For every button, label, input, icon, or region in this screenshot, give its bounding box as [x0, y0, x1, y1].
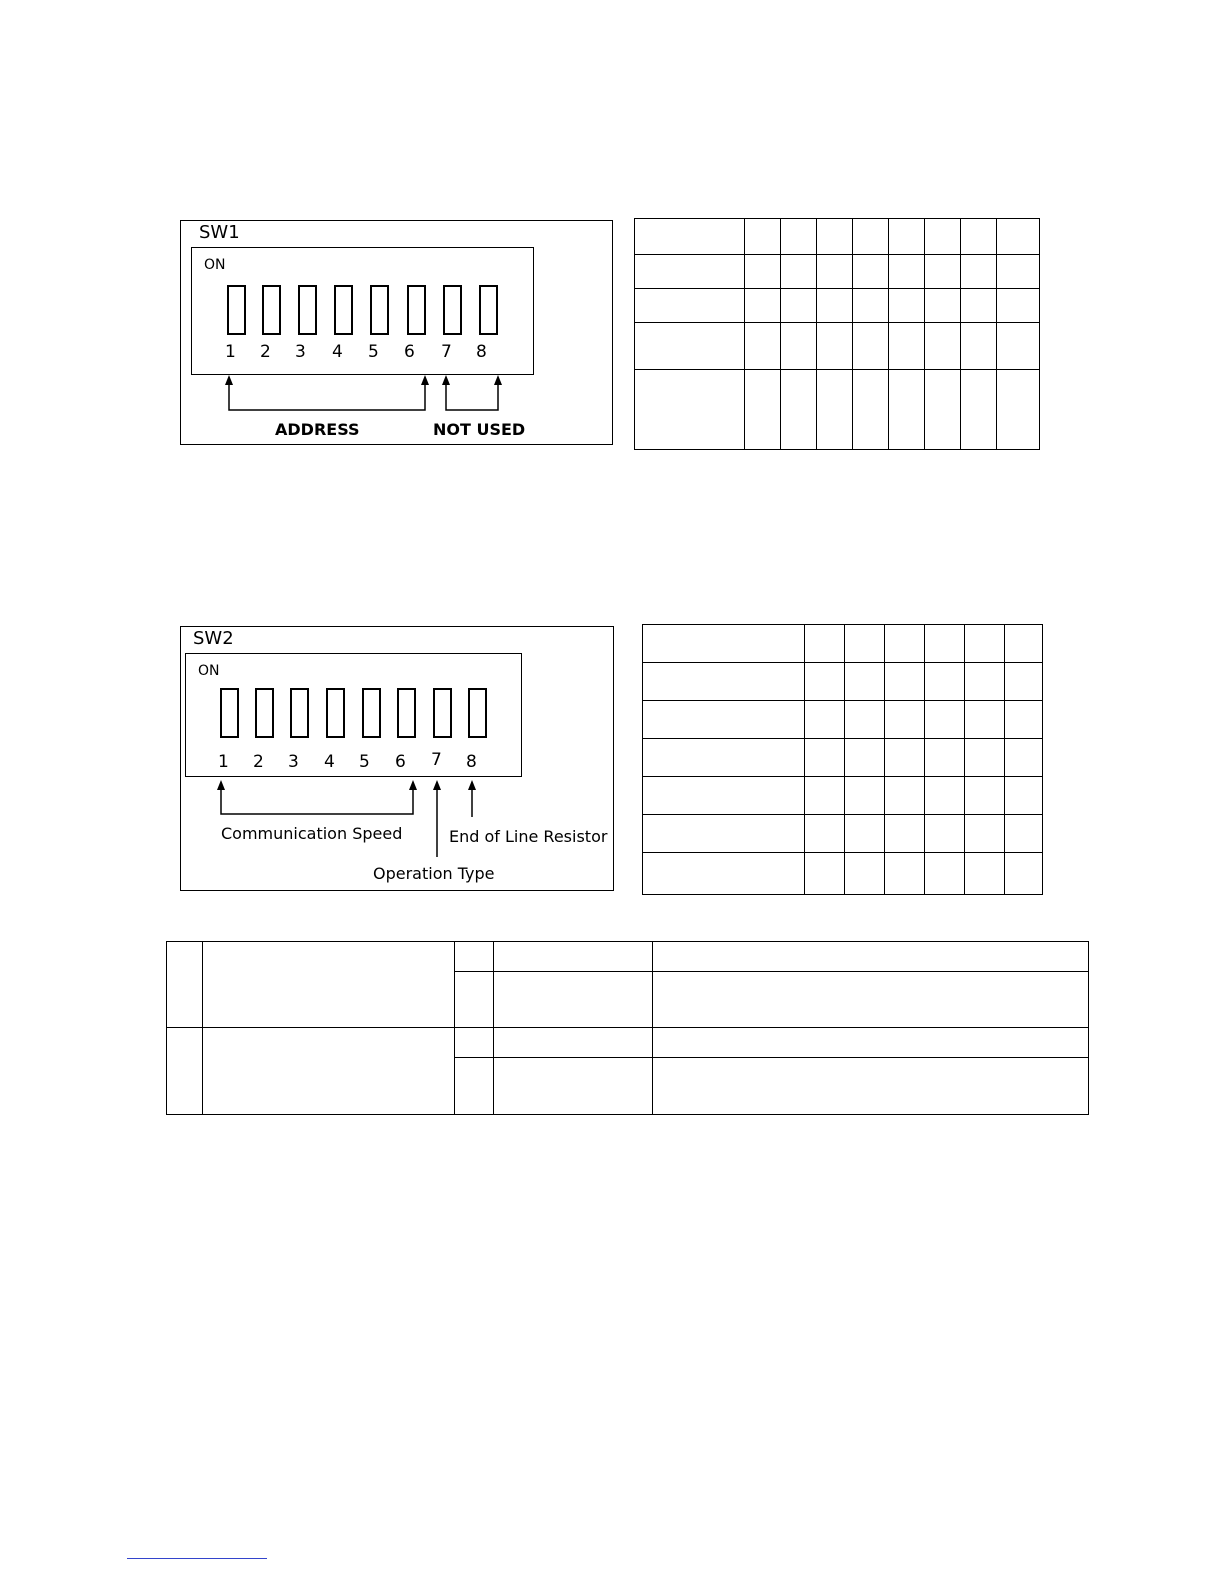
table-cell [805, 853, 845, 895]
table-cell [961, 289, 997, 323]
table-cell [635, 323, 745, 370]
table-cell [925, 663, 965, 701]
table-cell [853, 255, 889, 289]
table-cell [885, 853, 925, 895]
table-cell [805, 815, 845, 853]
table-cell [781, 323, 817, 370]
table-cell [925, 370, 961, 450]
sw1-diagram [180, 220, 613, 445]
table-cell [781, 219, 817, 255]
table-cell [997, 219, 1040, 255]
table-cell [965, 625, 1005, 663]
table-cell [845, 625, 885, 663]
table-cell [845, 701, 885, 739]
table-cell [925, 701, 965, 739]
sw2-number-4: 4 [324, 752, 335, 772]
table-cell [817, 255, 853, 289]
table-cell [845, 663, 885, 701]
table-cell [965, 739, 1005, 777]
table-cell [805, 739, 845, 777]
table-cell [925, 219, 961, 255]
table-cell [845, 815, 885, 853]
table-cell [997, 289, 1040, 323]
sw2-bracket-arrows [181, 627, 615, 892]
sw1-bracket-arrows [181, 221, 614, 446]
table-cell [885, 701, 925, 739]
table-cell [643, 777, 805, 815]
table-cell [961, 370, 997, 450]
table-cell [455, 1028, 494, 1058]
table-cell [203, 1028, 455, 1115]
table-cell [889, 323, 925, 370]
table-cell [965, 853, 1005, 895]
table-cell [745, 255, 781, 289]
table-cell [925, 739, 965, 777]
table-cell [965, 663, 1005, 701]
sw2-number-1: 1 [218, 752, 229, 772]
table-cell [925, 815, 965, 853]
table-cell [643, 625, 805, 663]
table-cell [845, 853, 885, 895]
table-cell [653, 1028, 1089, 1058]
sw2-number-2: 2 [253, 752, 264, 772]
table-cell [203, 942, 455, 1028]
sw2-communication-speed-label: Communication Speed [221, 824, 403, 843]
table-cell [925, 289, 961, 323]
table-cell [494, 972, 653, 1028]
sw2-diagram [180, 626, 614, 891]
table-cell [889, 219, 925, 255]
footnote-separator [127, 1558, 267, 1559]
sw2-number-5: 5 [359, 752, 370, 772]
table-cell [653, 942, 1089, 972]
table-cell [455, 972, 494, 1028]
sw1-on-label: ON [204, 257, 226, 273]
sw1-number-6: 6 [404, 342, 415, 362]
table-cell [853, 323, 889, 370]
table-cell [845, 777, 885, 815]
sw2-number-3: 3 [288, 752, 299, 772]
table-cell [745, 370, 781, 450]
table-cell [885, 625, 925, 663]
table-cell [745, 289, 781, 323]
sw2-number-6: 6 [395, 752, 406, 772]
table-cell [643, 739, 805, 777]
table-cell [167, 942, 203, 1028]
table-cell [961, 323, 997, 370]
sw2-number-7: 7 [431, 750, 442, 770]
table-cell [925, 853, 965, 895]
table-cell [965, 701, 1005, 739]
sw1-address-label: ADDRESS [275, 420, 360, 439]
table-cell [1005, 739, 1043, 777]
sw2-operation-type-label: Operation Type [373, 864, 495, 883]
sw1-number-5: 5 [368, 342, 379, 362]
table-cell [805, 701, 845, 739]
table-cell [494, 942, 653, 972]
table-cell [805, 663, 845, 701]
sw1-not-used-label: NOT USED [433, 420, 526, 439]
table-cell [494, 1028, 653, 1058]
table-cell [1005, 701, 1043, 739]
table-cell [805, 625, 845, 663]
sw1-number-3: 3 [295, 342, 306, 362]
table-cell [817, 289, 853, 323]
table-cell [643, 663, 805, 701]
sw2-title: SW2 [193, 628, 234, 649]
table-cell [817, 370, 853, 450]
table-cell [885, 739, 925, 777]
table-cell [997, 323, 1040, 370]
table-cell [817, 323, 853, 370]
sw2-number-8: 8 [466, 752, 477, 772]
table-cell [1005, 815, 1043, 853]
table-cell [961, 255, 997, 289]
sw2-settings-table [642, 624, 1043, 895]
table-cell [494, 1058, 653, 1115]
table-cell [745, 323, 781, 370]
table-cell [925, 777, 965, 815]
table-cell [853, 219, 889, 255]
sw1-number-1: 1 [225, 342, 236, 362]
table-cell [643, 853, 805, 895]
table-cell [643, 815, 805, 853]
table-cell [805, 777, 845, 815]
sw2-options-table [166, 941, 1089, 1115]
table-cell [781, 289, 817, 323]
table-cell [925, 323, 961, 370]
table-cell [781, 370, 817, 450]
sw2-on-label: ON [198, 663, 220, 679]
table-cell [635, 289, 745, 323]
sw1-number-2: 2 [260, 342, 271, 362]
table-cell [635, 370, 745, 450]
table-cell [889, 289, 925, 323]
sw1-number-7: 7 [441, 342, 452, 362]
table-cell [997, 255, 1040, 289]
table-cell [1005, 663, 1043, 701]
table-cell [455, 1058, 494, 1115]
table-cell [1005, 777, 1043, 815]
sw1-number-4: 4 [332, 342, 343, 362]
table-cell [653, 1058, 1089, 1115]
table-cell [853, 289, 889, 323]
sw1-title: SW1 [199, 222, 240, 243]
sw1-number-8: 8 [476, 342, 487, 362]
table-cell [781, 255, 817, 289]
table-cell [635, 219, 745, 255]
table-cell [997, 370, 1040, 450]
table-cell [885, 663, 925, 701]
table-cell [889, 370, 925, 450]
table-cell [167, 1028, 203, 1115]
table-cell [1005, 853, 1043, 895]
table-cell [925, 625, 965, 663]
table-cell [853, 370, 889, 450]
table-cell [643, 701, 805, 739]
table-cell [845, 739, 885, 777]
table-cell [885, 777, 925, 815]
table-cell [885, 815, 925, 853]
table-cell [965, 777, 1005, 815]
table-cell [635, 255, 745, 289]
table-cell [961, 219, 997, 255]
table-cell [965, 815, 1005, 853]
table-cell [1005, 625, 1043, 663]
sw2-end-of-line-resistor-label: End of Line Resistor [449, 827, 608, 846]
table-cell [889, 255, 925, 289]
table-cell [745, 219, 781, 255]
sw1-settings-table [634, 218, 1040, 450]
table-cell [925, 255, 961, 289]
table-cell [817, 219, 853, 255]
table-cell [653, 972, 1089, 1028]
table-cell [455, 942, 494, 972]
